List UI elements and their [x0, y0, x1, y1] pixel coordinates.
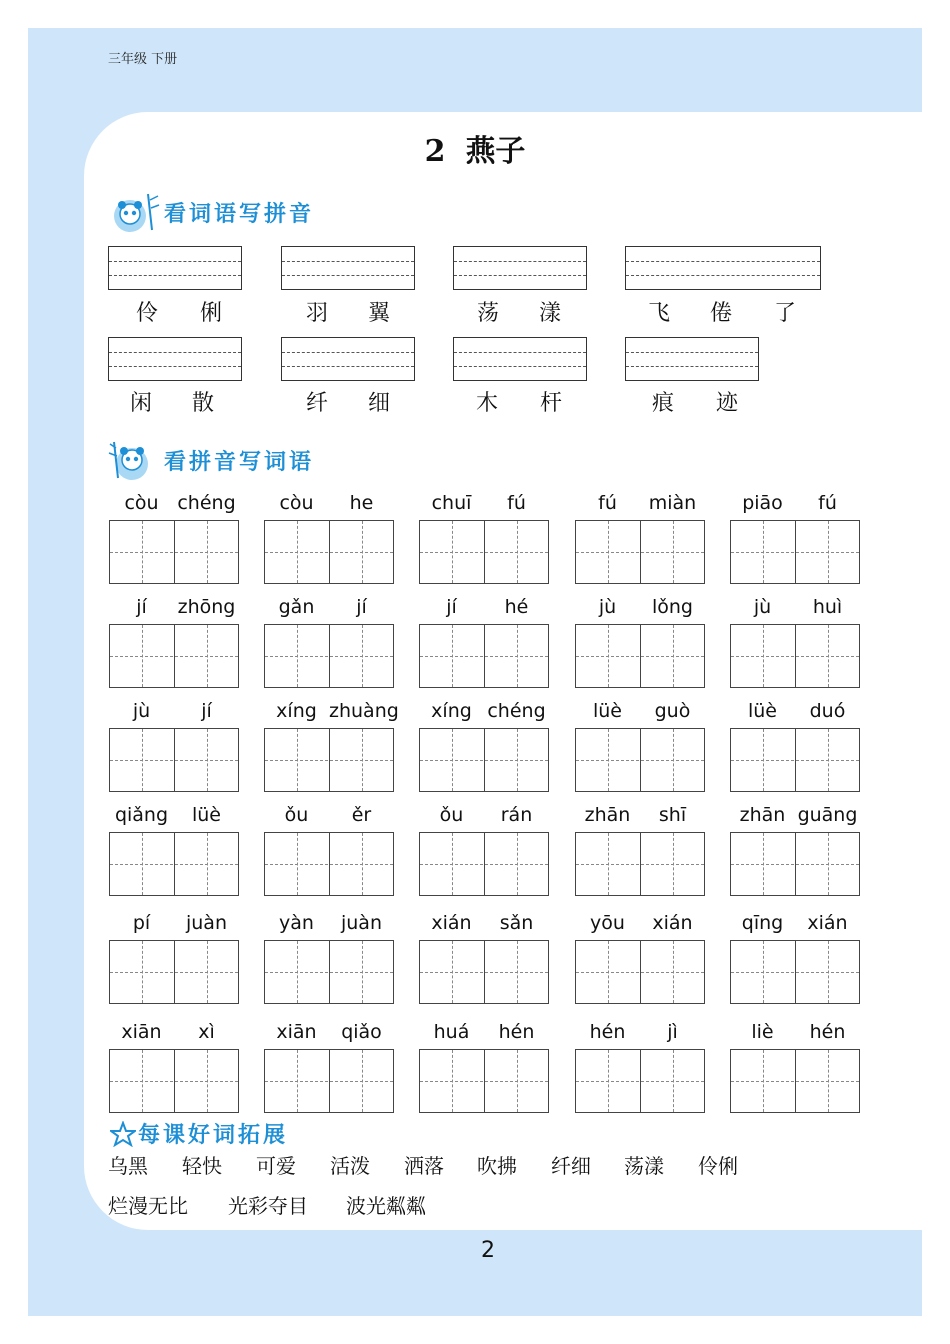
pinyin-syllable: jù [598, 596, 617, 618]
word-char: 荡 [477, 301, 500, 326]
pinyin-syllable: fú [507, 492, 526, 514]
pinyin-syllable: ǒu [284, 804, 309, 826]
pinyin-syllable: lüè [191, 804, 221, 826]
pinyin-syllable: còu [124, 492, 159, 514]
word-char: 羽 [306, 301, 329, 326]
section-extra-words [110, 1118, 288, 1149]
extra-word: 荡漾 [624, 1154, 664, 1178]
character-writing-box[interactable] [419, 728, 549, 792]
section-title: 看拼音写词语 [164, 448, 315, 475]
pinyin-syllable: juàn [340, 912, 382, 934]
extra-word: 活泼 [330, 1154, 370, 1178]
character-writing-box[interactable] [730, 520, 860, 584]
pinyin-syllable: rán [500, 804, 533, 826]
pinyin-syllable: lüè [747, 700, 777, 722]
character-writing-box[interactable] [109, 728, 239, 792]
extra-word: 吹拂 [477, 1154, 517, 1178]
character-writing-box[interactable] [730, 940, 860, 1004]
pinyin-syllable: còu [279, 492, 314, 514]
lesson-name: 燕子 [465, 134, 526, 169]
pinyin-syllable: he [349, 492, 374, 514]
pinyin-syllable: qīng [741, 912, 784, 934]
pinyin-syllable: yàn [279, 912, 314, 934]
pinyin-answer-box[interactable] [108, 246, 242, 290]
pinyin-syllable: jí [446, 596, 457, 618]
character-writing-box[interactable] [730, 624, 860, 688]
pinyin-syllable: zhuàng [329, 700, 399, 722]
word-char: 细 [368, 391, 391, 416]
pinyin-syllable: ěr [351, 804, 372, 826]
pinyin-syllable: duó [809, 700, 846, 722]
pinyin-syllable: gǎn [278, 596, 315, 618]
pinyin-syllable: guāng [797, 804, 858, 826]
pinyin-syllable: jì [667, 1021, 678, 1043]
pinyin-syllable: pí [132, 912, 151, 934]
character-writing-box[interactable] [264, 728, 394, 792]
pinyin-syllable: qiǎo [341, 1021, 382, 1043]
pinyin-syllable: xiān [121, 1021, 162, 1043]
word-char: 伶 [136, 301, 159, 326]
character-writing-box[interactable] [264, 832, 394, 896]
pinyin-syllable: yōu [590, 912, 625, 934]
character-writing-box[interactable] [419, 832, 549, 896]
character-writing-box[interactable] [109, 832, 239, 896]
grade-label: 三年级 下册 [108, 52, 178, 67]
character-writing-box[interactable] [419, 940, 549, 1004]
extra-word: 洒落 [404, 1154, 444, 1178]
word-char: 闲 [130, 391, 153, 416]
extra-word: 可爱 [256, 1154, 296, 1178]
pinyin-syllable: huá [433, 1021, 470, 1043]
pinyin-answer-box[interactable] [453, 246, 587, 290]
pinyin-syllable: qiǎng [114, 804, 169, 826]
word-char: 飞 [648, 301, 671, 326]
pinyin-syllable: hén [498, 1021, 535, 1043]
pinyin-syllable: jí [356, 596, 367, 618]
pinyin-syllable: ǒu [439, 804, 464, 826]
pinyin-syllable: liè [751, 1021, 774, 1043]
pinyin-answer-box[interactable] [453, 337, 587, 381]
character-writing-box[interactable] [109, 520, 239, 584]
pinyin-syllable: sǎn [499, 912, 534, 934]
character-writing-box[interactable] [575, 728, 705, 792]
character-writing-box[interactable] [419, 624, 549, 688]
pinyin-syllable: jù [132, 700, 151, 722]
pinyin-syllable: xiān [276, 1021, 317, 1043]
character-writing-box[interactable] [730, 1049, 860, 1113]
pinyin-syllable: zhān [584, 804, 631, 826]
pinyin-syllable: miàn [648, 492, 697, 514]
extra-word: 烂漫无比 [108, 1194, 188, 1218]
character-writing-box[interactable] [109, 624, 239, 688]
pinyin-syllable: hé [504, 596, 529, 618]
character-writing-box[interactable] [264, 624, 394, 688]
star-icon [110, 1121, 136, 1147]
extra-word: 波光粼粼 [346, 1194, 426, 1218]
extra-word: 伶俐 [698, 1154, 738, 1178]
extra-word: 乌黑 [108, 1154, 148, 1178]
word-char: 杆 [540, 391, 563, 416]
character-writing-box[interactable] [575, 1049, 705, 1113]
pinyin-syllable: chéng [487, 700, 546, 722]
character-writing-box[interactable] [730, 832, 860, 896]
word-char: 散 [192, 391, 215, 416]
pinyin-syllable: xì [198, 1021, 215, 1043]
pinyin-syllable: chéng [177, 492, 236, 514]
extra-word: 纤细 [551, 1154, 591, 1178]
character-writing-box[interactable] [575, 940, 705, 1004]
word-char: 纤 [306, 391, 329, 416]
word-char: 木 [476, 391, 499, 416]
pinyin-answer-box[interactable] [625, 246, 821, 290]
character-writing-box[interactable] [575, 624, 705, 688]
character-writing-box[interactable] [109, 940, 239, 1004]
word-char: 俐 [200, 301, 223, 326]
character-writing-box[interactable] [419, 520, 549, 584]
pinyin-answer-box[interactable] [281, 337, 415, 381]
section-title: 看词语写拼音 [164, 200, 315, 227]
pinyin-syllable: xián [807, 912, 848, 934]
pinyin-syllable: guò [654, 700, 691, 722]
pinyin-syllable: hén [589, 1021, 626, 1043]
word-char: 翼 [368, 301, 391, 326]
pinyin-syllable: chuī [431, 492, 472, 514]
pinyin-answer-box[interactable] [625, 337, 759, 381]
extra-word: 轻快 [182, 1154, 222, 1178]
page-number: 2 [481, 1238, 495, 1263]
word-char: 痕 [652, 391, 675, 416]
character-writing-box[interactable] [730, 728, 860, 792]
section-look-pinyin-write-words [108, 438, 314, 482]
character-writing-box[interactable] [419, 1049, 549, 1113]
pinyin-syllable: jù [753, 596, 772, 618]
pinyin-syllable: lǒng [651, 596, 693, 618]
pinyin-syllable: piāo [742, 492, 783, 514]
panda-icon [108, 190, 160, 234]
lesson-number: 2 [424, 134, 446, 169]
pinyin-syllable: juàn [185, 912, 227, 934]
lesson-title [0, 126, 950, 170]
character-writing-box[interactable] [575, 832, 705, 896]
character-writing-box[interactable] [264, 940, 394, 1004]
word-char: 倦 [710, 301, 733, 326]
pinyin-syllable: zhān [739, 804, 786, 826]
word-char: 了 [774, 301, 797, 326]
section-look-words-write-pinyin [108, 190, 314, 234]
character-writing-box[interactable] [264, 1049, 394, 1113]
extra-word: 光彩夺目 [228, 1194, 308, 1218]
pinyin-syllable: xíng [276, 700, 317, 722]
pinyin-syllable: xián [652, 912, 693, 934]
character-writing-box[interactable] [264, 520, 394, 584]
pinyin-syllable: fú [598, 492, 617, 514]
word-char: 漾 [539, 301, 562, 326]
panda-icon [108, 438, 160, 482]
pinyin-syllable: xíng [431, 700, 472, 722]
pinyin-syllable: hén [809, 1021, 846, 1043]
character-writing-box[interactable] [109, 1049, 239, 1113]
pinyin-syllable: fú [818, 492, 837, 514]
pinyin-syllable: jí [136, 596, 147, 618]
pinyin-syllable: huì [812, 596, 843, 618]
pinyin-answer-box[interactable] [108, 337, 242, 381]
character-writing-box[interactable] [575, 520, 705, 584]
section-title: 每课好词拓展 [138, 1122, 289, 1148]
pinyin-syllable: jí [201, 700, 212, 722]
pinyin-syllable: zhōng [177, 596, 236, 618]
pinyin-answer-box[interactable] [281, 246, 415, 290]
pinyin-syllable: shī [658, 804, 687, 826]
pinyin-syllable: xián [431, 912, 472, 934]
word-char: 迹 [716, 391, 739, 416]
pinyin-syllable: lüè [592, 700, 622, 722]
